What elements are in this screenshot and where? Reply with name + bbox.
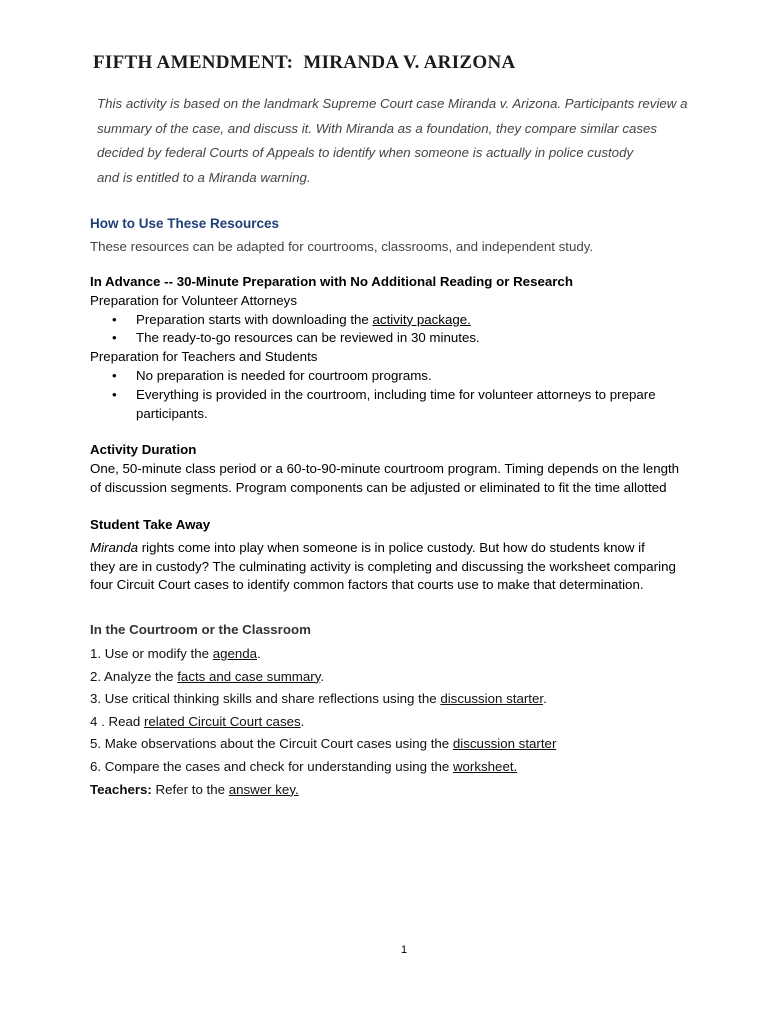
item-text: 3. Use critical thinking skills and share reflections using the	[90, 691, 441, 707]
how-to-heading: How to Use These Resources	[90, 216, 280, 231]
list-item	[90, 666, 556, 689]
item-text: .	[257, 646, 261, 661]
courtroom-heading: In the Courtroom or the Classroom	[90, 622, 311, 637]
intro-line: and is entitled to a Miranda warning.	[97, 169, 311, 185]
duration-heading: Activity Duration	[90, 442, 197, 457]
takeaway-line: they are in custody? The culminating activity is completing and discussing the worksheet comparing	[90, 558, 676, 574]
list-item	[90, 367, 656, 386]
item-text: 2. Analyze the	[90, 668, 178, 684]
page-number: 1	[400, 944, 408, 956]
courtroom-list	[90, 643, 556, 801]
teachers-prep-label: Preparation for Teachers and Students	[90, 349, 318, 365]
list-item	[90, 329, 656, 348]
page-title: FIFTH AMENDMENT: MIRANDA V. ARIZONA	[93, 52, 516, 73]
bullet-icon: •	[112, 311, 117, 327]
list-item	[90, 779, 556, 802]
bullet-icon: •	[112, 330, 117, 346]
takeaway-heading: Student Take Away	[90, 517, 211, 532]
takeaway-section	[90, 516, 676, 595]
item-text: 5. Make observations about the Circuit Court cases using the	[90, 736, 453, 752]
takeaway-text: rights come into play when someone is in police custody. But how do students know if	[138, 539, 645, 555]
circuit-cases-link[interactable]: related Circuit Court cases	[143, 713, 301, 729]
discussion-starter-link[interactable]: discussion starter	[440, 691, 544, 707]
list-item	[90, 386, 656, 424]
how-to-text: These resources can be adapted for courtrooms, classrooms, and independent study.	[90, 239, 594, 254]
intro-line: This activity is based on the landmark Supreme Court case Miranda v. Arizona. Participants review a	[97, 96, 688, 111]
bullet-icon: •	[112, 386, 117, 402]
list-item	[90, 756, 556, 779]
advance-heading: In Advance -- 30-Minute Preparation with No Additional Reading or Research	[90, 274, 573, 289]
facts-summary-link[interactable]: facts and case summary	[177, 668, 321, 684]
item-text: .	[300, 713, 305, 729]
bullet-text: No preparation is needed for courtroom programs.	[136, 367, 432, 383]
bullet-text: The ready-to-go resources can be reviewed in 30 minutes.	[136, 330, 480, 346]
duration-line: One, 50-minute class period or a 60-to-90-minute courtroom program. Timing depends on the length	[90, 460, 680, 476]
duration-line: of discussion segments. Program components can be adjusted or eliminated to fit the time allotted	[90, 479, 667, 495]
bullet-icon: •	[112, 367, 117, 383]
item-text: .	[320, 668, 325, 684]
item-text: .	[543, 691, 547, 707]
item-text: 4 . Read	[90, 713, 144, 729]
bullet-text: Everything is provided in the courtroom, including time for volunteer attorneys to prepare	[136, 386, 656, 402]
attorneys-label: Preparation for Volunteer Attorneys	[90, 292, 297, 308]
answer-key-link[interactable]: answer key.	[228, 781, 299, 797]
item-text: Refer to the	[151, 781, 229, 797]
item-text: 1. Use or modify the	[90, 646, 213, 661]
takeaway-line: four Circuit Court cases to identify common factors that courts use to make that determination.	[90, 577, 644, 593]
takeaway-line	[90, 539, 676, 558]
list-item	[90, 643, 556, 666]
intro-paragraph	[97, 92, 717, 190]
bullet-text: Preparation starts with downloading the	[136, 311, 373, 327]
list-item	[90, 311, 656, 330]
agenda-link[interactable]: agenda	[212, 646, 258, 661]
list-item	[90, 733, 556, 756]
miranda-italic: Miranda	[90, 539, 139, 555]
activity-package-link[interactable]: activity package.	[372, 311, 471, 327]
intro-line: decided by federal Courts of Appeals to identify when someone is actually in police custody	[97, 145, 634, 160]
item-text: 6. Compare the cases and check for understanding using the	[90, 758, 453, 774]
bullet-text: participants.	[136, 405, 208, 421]
duration-section	[90, 441, 679, 497]
teachers-label: Teachers:	[90, 781, 152, 797]
worksheet-link[interactable]: worksheet.	[452, 758, 518, 774]
advance-section	[90, 273, 656, 423]
list-item	[90, 711, 556, 734]
discussion-starter-link[interactable]: discussion starter	[452, 736, 557, 752]
list-item	[90, 688, 556, 711]
intro-line: summary of the case, and discuss it. With Miranda as a foundation, they compare similar cases	[97, 120, 658, 136]
